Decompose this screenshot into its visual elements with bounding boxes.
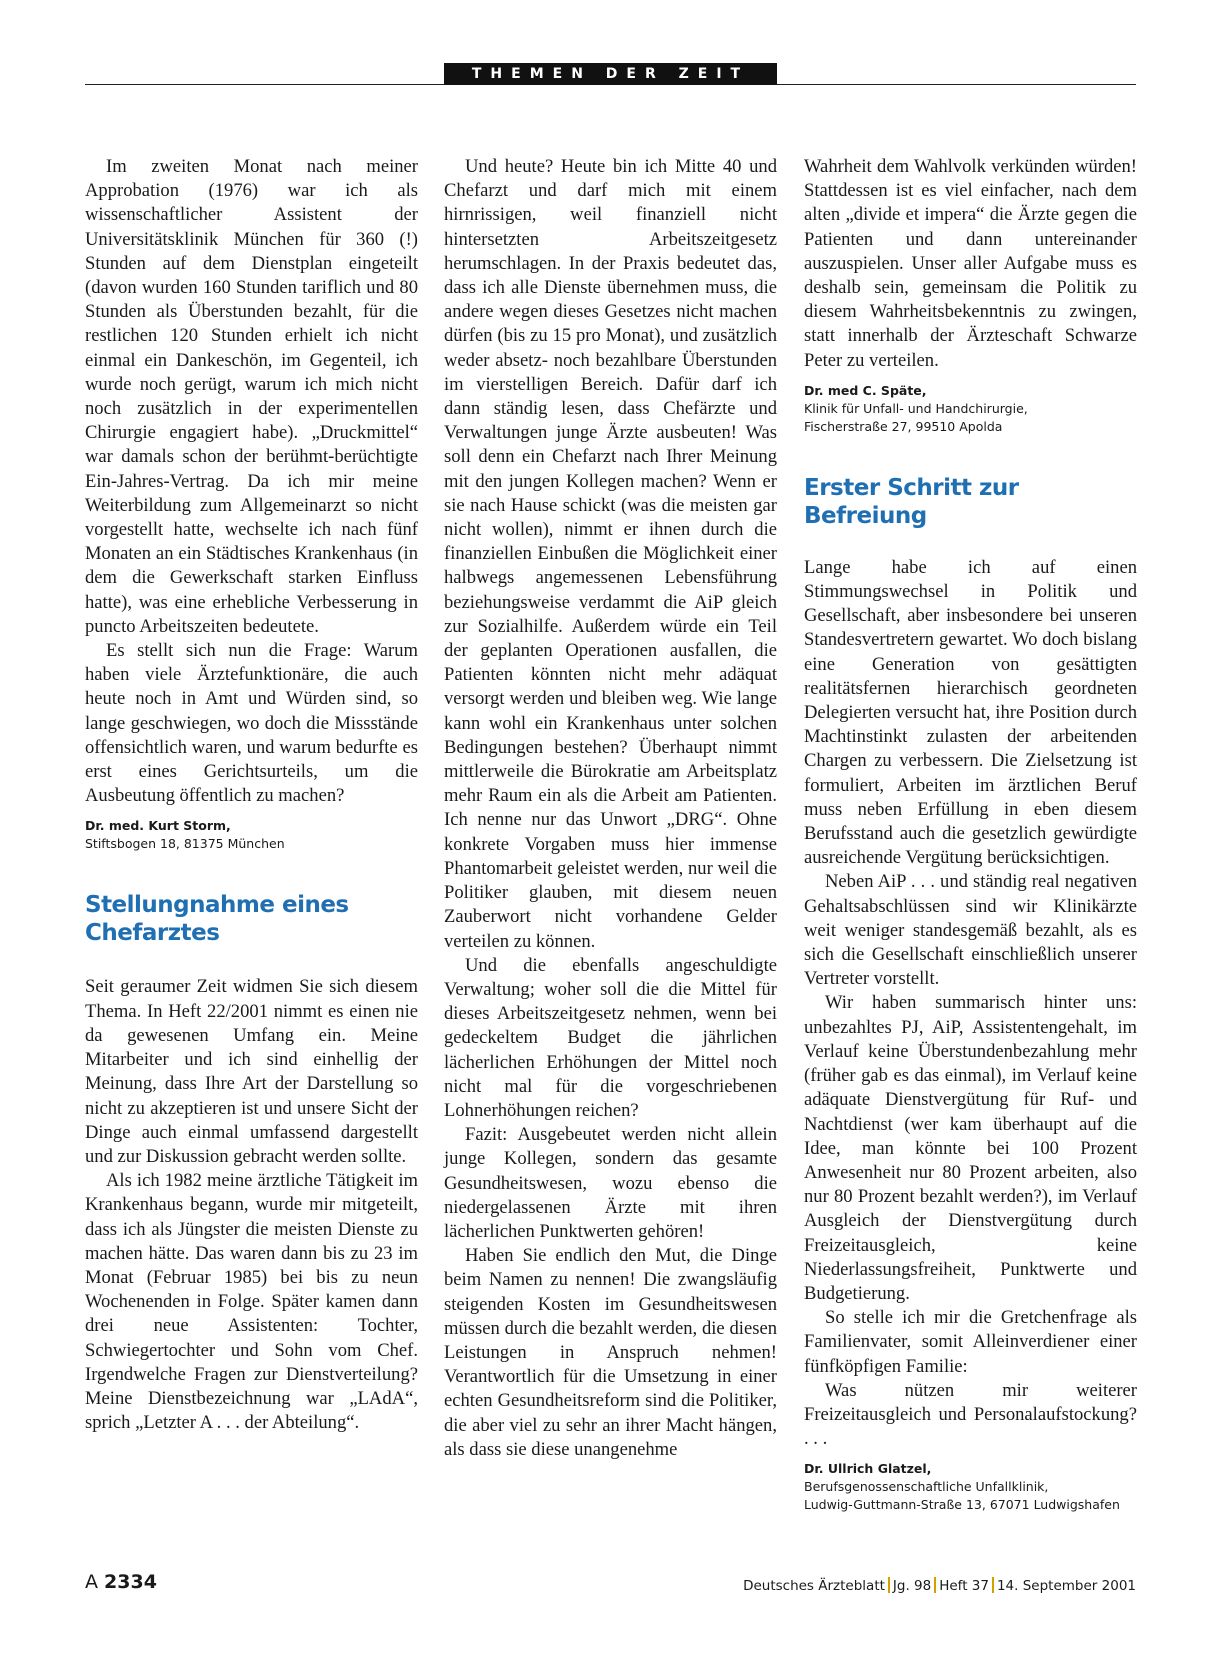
author-address: Klinik für Unfall- und Handchirurgie, xyxy=(804,400,1028,416)
journal-volume: Jg. 98 xyxy=(892,1578,932,1594)
column-3 xyxy=(804,155,1137,1514)
paragraph: So stelle ich mir die Gretchenfrage als Familienvater, somit Alleinverdiener einer fünfköpfigen Familie: xyxy=(804,1307,1137,1377)
journal-date: 14. September 2001 xyxy=(996,1578,1136,1594)
paragraph: Es stellt sich nun die Frage: Warum haben viele Ärztefunktionäre, die auch heute noch in Amt und Würden sind, so lange geschwiegen, wo doch die Missstände offensichtlich waren, und warum bedurfte es erst eines Gerichtsurteils, um die Ausbeutung öffentlich zu machen? xyxy=(85,640,418,807)
article-heading: Stellungnahme eines Chefarztes xyxy=(85,892,349,947)
article-heading: Erster Schritt zur Befreiung xyxy=(804,474,1019,529)
author-name: Dr. Ullrich Glatzel, xyxy=(804,1461,932,1477)
journal-info xyxy=(743,1577,1136,1594)
separator xyxy=(934,1577,936,1593)
paragraph: Wir haben summarisch hinter uns: unbezahltes PJ, AiP, Assistentengehalt, im Verlauf keine Überstundenbezahlung mehr (früher gab es das einmal), im Verlauf keine adäquate Dienstvergütung für Ruf- und Nachtdienst (wer kam überhaupt auf die Idee, man könnte bei 100 Prozent Anwesenheit nur 80 Prozent arbeiten, also nur 80 Prozent bezahlt werden?), im Verlauf Ausgleich der Dienstvergütung durch Freizeitausgleich, keine Niederlassungsfreiheit, Punktwerte und Budgetierung. xyxy=(804,992,1137,1304)
paragraph: Haben Sie endlich den Mut, die Dinge beim Namen zu nennen! Die zwangsläufig steigenden Kosten im Gesundheitswesen müssen durch die bezahlt werden, die diesen Leistungen in Anspruch nehmen! Verantwortlich für die Umsetzung in einer echten Gesundheitsreform sind die Politiker, die aber viel zu sehr an ihrer Macht hängen, als dass sie diese unangenehme xyxy=(444,1245,777,1460)
paragraph: Fazit: Ausgebeutet werden nicht allein junge Kollegen, sondern das gesamte Gesundheitswesen, wozu ebenso die niedergelassenen Ärzte mit ihren lächerlichen Punktwerten gehören! xyxy=(444,1124,777,1242)
author-address: Fischerstraße 27, 99510 Apolda xyxy=(804,418,1003,434)
journal-issue: Heft 37 xyxy=(939,1578,989,1594)
paragraph: Im zweiten Monat nach meiner Approbation (1976) war ich als wissenschaftlicher Assistent der Universitätsklinik München für 360 (!) Stunden auf dem Dienstplan eingeteilt (davon wurden 160 Stunden tariflich und 80 Stunden als Überstunden bezahlt, für die restlichen 120 Stunden erhielt ich nicht einmal ein Dankeschön, im Gegenteil, ich wurde noch gerügt, warum ich mich nicht noch zusätzlich in der experimentellen Chirurgie engagiert habe). „Druckmittel“ war damals schon der berühmt-berüchtigte Ein-Jahres-Vertrag. Da ich mir meine Weiterbildung zum Allgemeinarzt so nicht vorgestellt hatte, wechselte ich nach fünf Monaten an ein Städtisches Krankenhaus (in dem die Gewerkschaft starken Einfluss hatte), was eine erhebliche Verbesserung in puncto Arbeitszeiten bedeutete. xyxy=(85,156,418,637)
author-address: Ludwig-Guttmann-Straße 13, 67071 Ludwigshafen xyxy=(804,1497,1120,1513)
column-1 xyxy=(85,155,418,1435)
paragraph: Und heute? Heute bin ich Mitte 40 und Chefarzt und darf mich mit einem hirnrissigen, weil finanziell nicht hintersetzten Arbeitszeitgesetz herumschlagen. In der Praxis bedeutet das, dass ich alle Dienste übernehmen muss, die andere wegen dieses Gesetzes nicht machen dürfen (bis zu 15 pro Monat), und zusätzlich weder absetz- noch bezahlbare Überstunden im vierstelligen Bereich. Dafür darf ich dann ständig lesen, dass Chefärzte und Verwaltungen junge Ärzte ausbeuten! Was soll denn ein Chefarzt nach Ihrer Meinung mit den jungen Kollegen machen? Wenn er sie nach Hause schickt (was die meisten gar nicht wollen), nimmt er ihnen durch die finanziellen Einbußen die Möglichkeit einer halbwegs angemessenen Lebensführung beziehungsweise verdammt die AiP gleich zur Sozialhilfe. Außerdem würde ein Teil der geplanten Operationen ausfallen, die Patienten könnten nicht mehr adäquat versorgt werden und bleiben weg. Wie lange kann wohl ein Krankenhaus unter solchen Bedingungen bestehen? Überhaupt nimmt mittlerweile die Bürokratie am Arbeitsplatz mehr Raum ein als die Arbeit am Patienten. Ich nenne nur das Unwort „DRG“. Ohne konkrete Vorgaben muss hier immense Phantomarbeit geleistet werden, nur weil die Politiker glauben, mit diesem neuen Zauberwort nicht vorhandene Gelder verteilen zu können. xyxy=(444,156,777,952)
paragraph: Wahrheit dem Wahlvolk verkünden würden! Stattdessen ist es viel einfacher, nach dem alten „divide et impera“ die Ärzte gegen die Patienten und dann untereinander auszuspielen. Unser aller Aufgabe muss es deshalb sein, gemeinsam die Politik zu diesem Wahrheitsbekenntnis zu zwingen, statt innerhalb der Ärzteschaft Schwarze Peter zu verteilen. xyxy=(804,156,1137,371)
page-number-value: 2334 xyxy=(104,1571,157,1593)
column-2 xyxy=(444,155,777,1462)
separator xyxy=(888,1577,890,1593)
author-address: Stiftsbogen 18, 81375 München xyxy=(85,836,285,852)
paragraph: Was nützen mir weiterer Freizeitausgleich und Personalaufstockung? . . . xyxy=(804,1379,1137,1450)
page-prefix: A xyxy=(85,1571,98,1593)
section-label: THEMEN DER ZEIT xyxy=(444,63,777,85)
separator xyxy=(992,1577,994,1593)
journal-name: Deutsches Ärzteblatt xyxy=(743,1578,885,1594)
paragraph: Und die ebenfalls angeschuldigte Verwaltung; woher soll die die Mittel für dieses Arbeitszeitgesetz nehmen, wenn bei gedeckeltem Budget die jährlichen lächerlichen Erhöhungen der Mittel noch nicht mal für die vorgeschriebenen Lohnerhöhungen reichen? xyxy=(444,954,777,1121)
page-number xyxy=(85,1571,157,1593)
author-name: Dr. med C. Späte, xyxy=(804,382,927,398)
paragraph: Lange habe ich auf einen Stimmungswechsel in Politik und Gesellschaft, aber insbesondere bei unseren Standesvertretern gewartet. Wo doch bislang eine Generation von gesättigten realitätsfernen hierarchisch geordneten Delegierten versucht hat, ihre Position durch Machtinstinkt zulasten der arbeitenden Chargen zu verbessern. Die Zielsetzung ist formuliert, Arbeiten im ärztlichen Beruf muss neben Erfüllung in eben diesem Berufsstand auch die gesetzlich gewürdigte ausreichende Vergütung berücksichtigen. xyxy=(804,556,1137,869)
paragraph: Seit geraumer Zeit widmen Sie sich diesem Thema. In Heft 22/2001 nimmt es einen nie da gewesenen Umfang ein. Meine Mitarbeiter und ich sind einhellig der Meinung, dass Ihre Art der Darstellung so nicht zu akzeptieren ist und unsere Sicht der Dinge auch einmal umfassend dargestellt und zur Diskussion gebracht werden sollte. xyxy=(85,976,418,1167)
paragraph: Neben AiP . . . und ständig real negativen Gehaltsabschlüssen sind wir Klinikärzte weit weniger standesgemäß bezahlt, als es sich die Gesellschaft einschließlich unserer Vertreter vorstellt. xyxy=(804,871,1137,990)
author-name: Dr. med. Kurt Storm, xyxy=(85,818,231,834)
paragraph: Als ich 1982 meine ärztliche Tätigkeit im Krankenhaus begann, wurde mir mitgeteilt, dass ich als Jüngster die meisten Dienste zu machen hätte. Das waren dann bis zu 23 im Monat (Februar 1985) bei bis zu neun Wochenenden in Folge. Später kamen dann drei neue Assistenten: Tochter, Schwiegertochter und Sohn vom Chef. Irgendwelche Fragen zur Dienstverteilung? Meine Dienstbezeichnung war „LAdA“, sprich „Letzter A . . . der Abteilung“. xyxy=(85,1170,418,1434)
author-address: Berufsgenossenschaftliche Unfallklinik, xyxy=(804,1479,1049,1495)
